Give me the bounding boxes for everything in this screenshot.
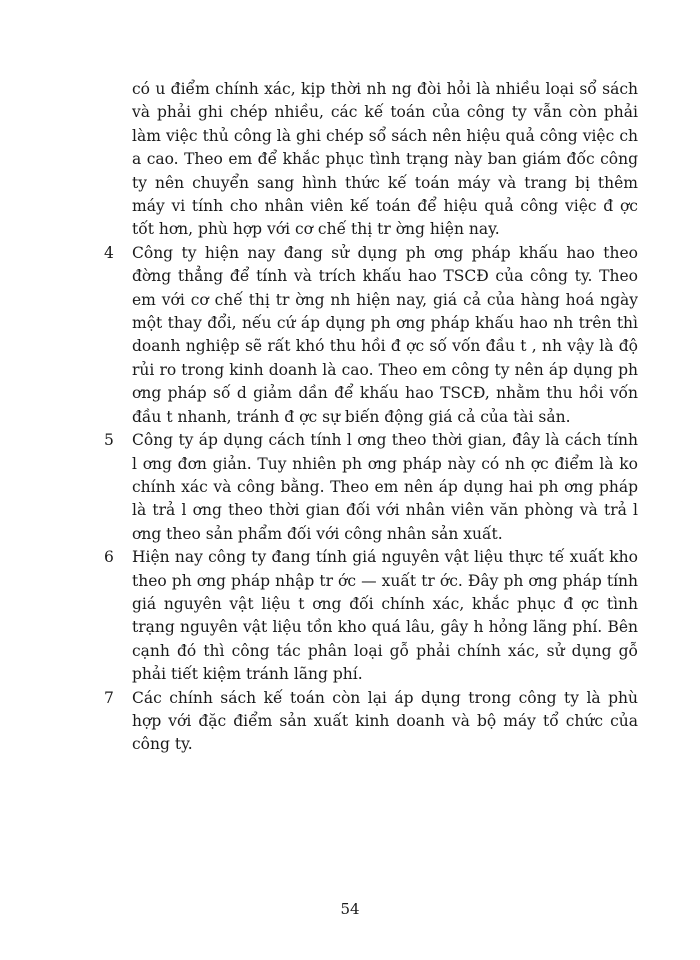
list-item-text: Các chính sách kế toán còn lại áp dụng trong công ty là phù hợp với đặc điểm sản xuất kinh doanh và bộ máy tổ chức của công ty. bbox=[132, 688, 638, 754]
list-item-6 bbox=[102, 546, 638, 686]
list-item-number: 7 bbox=[104, 688, 114, 707]
list-item-number: 6 bbox=[104, 548, 114, 567]
list-item-number: 4 bbox=[104, 243, 114, 262]
list-item-5 bbox=[102, 429, 638, 546]
list-item-text: Công ty áp dụng cách tính l ơng theo thời gian, đây là cách tính l ơng đơn giản. Tuy nhiên ph ơng pháp này có nh ợc điểm là ko chính xác và công bằng. Theo em nên áp dụng hai ph ơng pháp là trả l ơng theo thời gian đối với nhân viên văn phòng và trả l ơng theo sản phẩm đối với công nhân sản xuất. bbox=[132, 431, 638, 543]
continuation-paragraph: có u điểm chính xác, kịp thời nh ng đòi hỏi là nhiều loại sổ sách và phải ghi chép nhiều, các kế toán của công ty vẫn còn phải làm việc thủ công là ghi chép sổ sách nên hiệu quả công việc ch a cao. Theo em để khắc phục tình trạng này ban giám đốc công ty nên chuyển sang hình thức kế toán máy và trang bị thêm máy vi tính cho nhân viên kế toán để hiệu quả công việc đ ợc tốt hơn, phù hợp với cơ chế thị tr ờng hiện nay. bbox=[132, 80, 638, 239]
list-item-4 bbox=[102, 242, 638, 429]
list-item-number: 5 bbox=[104, 431, 114, 450]
document-body bbox=[102, 78, 638, 757]
list-item-text: Hiện nay công ty đang tính giá nguyên vật liệu thực tế xuất kho theo ph ơng pháp nhập tr ớc — xuất tr ớc. Đây ph ơng pháp tính giá nguyên vật liệu t ơng đối chính xác, khắc phục đ ợc tình trạng nguyên vật liệu tồn kho quá lâu, gây h hỏng lãng phí. Bên cạnh đó thì công tác phân loại gỗ phải chính xác, sử dụng gỗ phải tiết kiệm tránh lãng phí. bbox=[132, 548, 638, 684]
list-item-text: Công ty hiện nay đang sử dụng ph ơng pháp khấu hao theo đờng thẳng để tính và trích khấu hao TSCĐ của công ty. Theo em với cơ chế thị tr ờng nh hiện nay, giá cả của hàng hoá ngày một thay đổi, nếu cứ áp dụng ph ơng pháp khấu hao nh trên thì doanh nghiệp sẽ rất khó thu hồi đ ợc số vốn đầu t , nh vậy là độ rủi ro trong kinh doanh là cao. Theo em công ty nên áp dụng ph ơng pháp số d giảm dần để khấu hao TSCĐ, nhằm thu hồi vốn đầu t nhanh, tránh đ ợc sự biến động giá cả của tài sản. bbox=[132, 243, 638, 426]
page-number: 54 bbox=[340, 900, 360, 918]
list-item-7 bbox=[102, 687, 638, 757]
